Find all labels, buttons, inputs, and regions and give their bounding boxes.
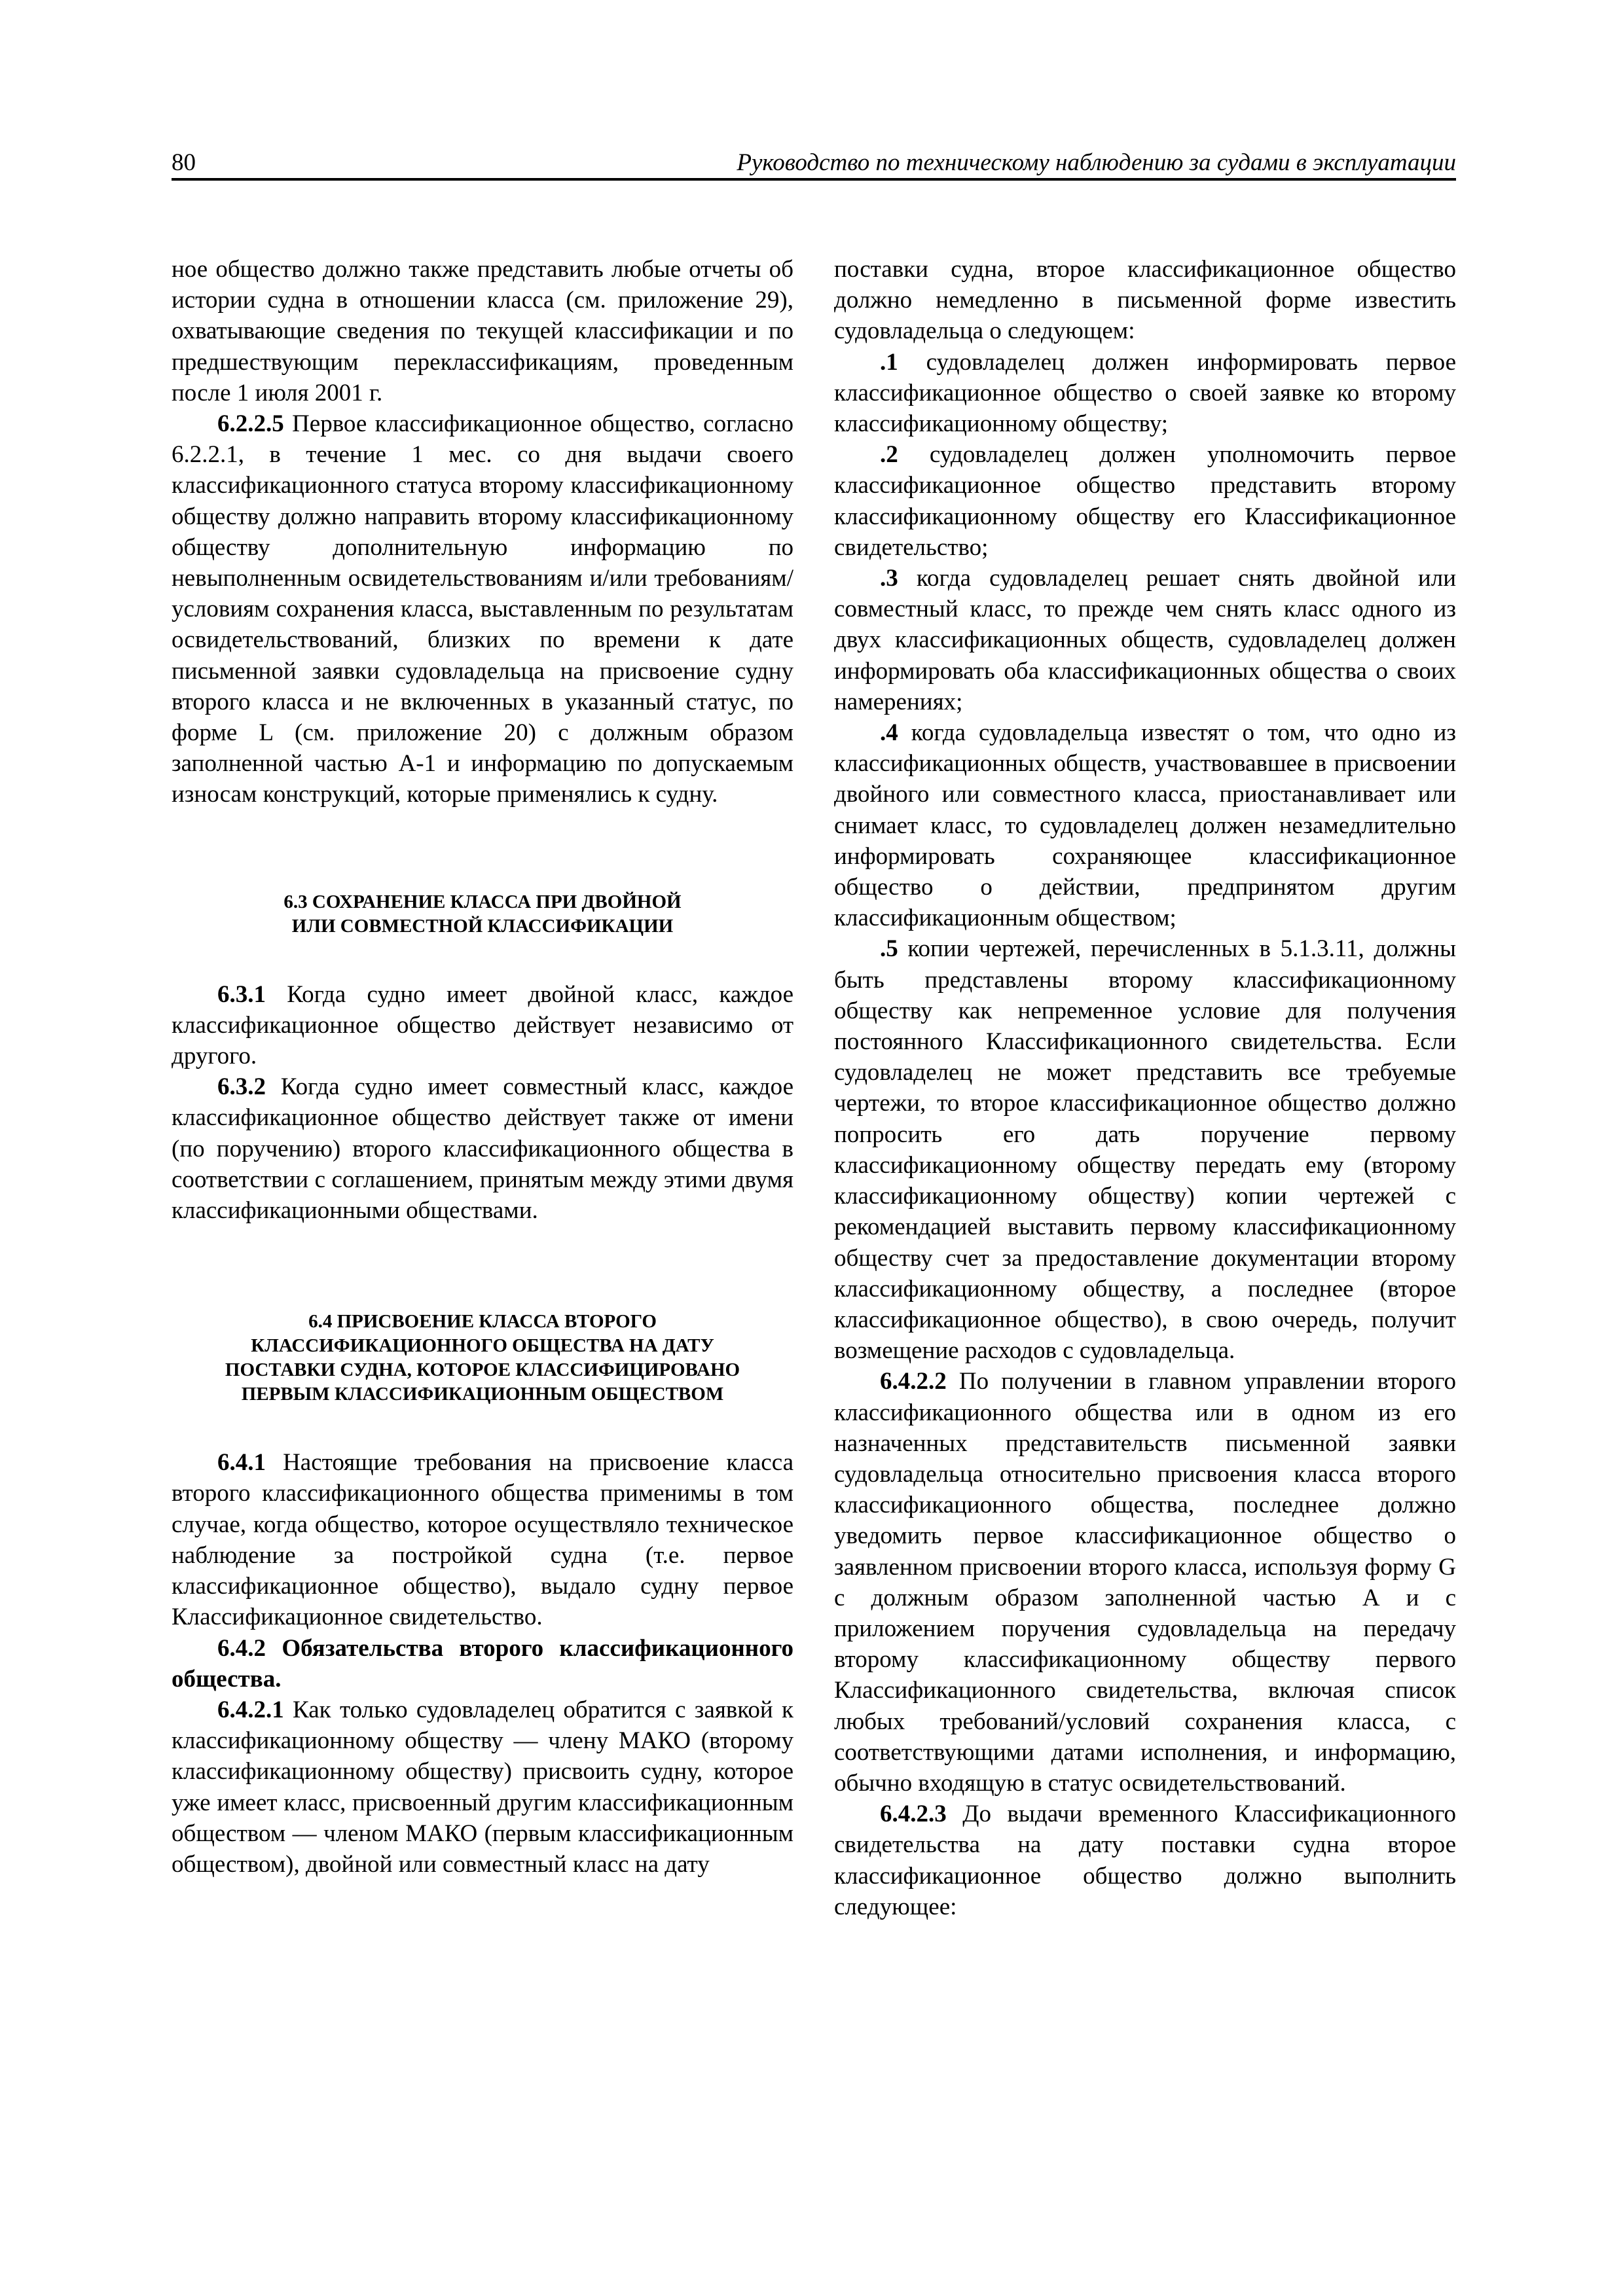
- clause-text: До выдачи временного Классификационного свидетельства на дату поставки судна второе классификационное общество должно выполнить следующее:: [834, 1801, 1456, 1920]
- item-text: судовладелец должен информировать первое классификационное общество о своей заявке ко второму классификационному обществу;: [834, 348, 1456, 438]
- item-text: копии чертежей, перечисленных в 5.1.3.11, должны быть представлены второму классификационному обществу как непременное условие для получения постоянного Классификационного свидетельства. Если судовладелец не может представить все требуемые чертежи, то второе классификационное общество должно попросить его дать поручение первому классификационному обществу передать ему (второму классификационному обществу) копии чертежей с рекомендацией выставить первому классификационному обществу счет за предоставление документации второму классификационному обществу, а последнее (второе классификационное общество), в свою очередь, получит возмещение расходов с судовладельца.: [834, 935, 1456, 1365]
- running-title: Руководство по техническому наблюдению за судами в эксплуатации: [737, 149, 1456, 176]
- heading-line: ПОСТАВКИ СУДНА, КОТОРОЕ КЛАССИФИЦИРОВАНО: [225, 1359, 740, 1381]
- left-column: [172, 254, 793, 1880]
- heading-line: 6.4 ПРИСВОЕНИЕ КЛАССА ВТОРОГО: [308, 1311, 657, 1333]
- right-column: [834, 254, 1456, 1922]
- clause-number: 6.4.2.3: [880, 1801, 947, 1828]
- item-text: когда судовладелец решает снять двойной или совместный класс, то прежде чем снять класс одного из двух классификационных обществ, судовладелец должен информировать оба классификационных общества о своих намерениях;: [834, 565, 1456, 715]
- clause-text: Когда судно имеет двойной класс, каждое классификационное общество действует независимо от другого.: [172, 980, 793, 1070]
- clause-number: 6.2.2.5: [217, 410, 284, 438]
- paragraph-6-4-2-3: [834, 1799, 1456, 1922]
- heading-line: 6.3 СОХРАНЕНИЕ КЛАССА ПРИ ДВОЙНОЙ: [283, 891, 682, 912]
- page-number: 80: [172, 149, 196, 176]
- list-item-1: [834, 347, 1456, 440]
- clause-number: 6.3.2: [217, 1073, 266, 1101]
- clause-text: Когда судно имеет совместный класс, каждое классификационное общество действует также от имени (по поручению) второго классификационного общества в соответствии с соглашением, принятым между этими двумя классификационными обществами.: [172, 1073, 793, 1225]
- item-number: .4: [880, 719, 898, 747]
- item-text: судовладелец должен уполномочить первое классификационное общество представить второму классификационному обществу его Классификационное свидетельство;: [834, 441, 1456, 561]
- clause-text: Как только судовладелец обратится с заявкой к классификационному обществу — члену МАКО (второму классификационному обществу) присвоить судну, которое уже имеет класс, присвоенный другим классификационным обществом — членом МАКО (первым классификационным обществом), двойной или совместный класс на дату: [172, 1696, 793, 1878]
- heading-line: ПЕРВЫМ КЛАССИФИКАЦИОННЫМ ОБЩЕСТВОМ: [241, 1384, 724, 1405]
- clause-number: 6.4.1: [217, 1449, 266, 1477]
- header-rule: [172, 178, 1456, 181]
- list-item-5: [834, 933, 1456, 1366]
- item-number: .2: [880, 441, 898, 469]
- clause-number: 6.4.2.1: [217, 1696, 284, 1723]
- list-item-3: [834, 563, 1456, 717]
- paragraph-6-4-2-2: [834, 1366, 1456, 1799]
- clause-number: 6.4.2.2: [880, 1368, 947, 1395]
- item-text: когда судовладельца известят о том, что одно из классификационных обществ, участвовавшее в присвоении двойного или совместного класса, приостанавливает или снимает класс, то судовладелец должен незамедлительно информировать сохраняющее классификационное общество о действии, предпринятом другим классификационным обществом;: [834, 719, 1456, 932]
- subsection-heading-6-4-2: 6.4.2 Обязательства второго классификационного общества.: [172, 1634, 793, 1693]
- paragraph-continued: ное общество должно также представить любые отчеты об истории судна в отношении класса (см. приложение 29), охватывающие сведения по текущей классификации и по предшествующим переклассификациям, проведенным после 1 июля 2001 г.: [172, 256, 793, 406]
- clause-text: Первое классификационное общество, согласно 6.2.2.1, в течение 1 мес. со дня выдачи своего классификационного статуса второму классификационному обществу должно направить второму классификационному обществу дополнительную информацию по невыполненным освидетельствованиям и/или требованиям/условиям сохранения класса, выставленным по результатам освидетельствований, близких по времени к дате письменной заявки судовладельца на присвоение судну второго класса и не включенных в указанный статус, по форме L (см. приложение 20) с должным образом заполненной частью А-1 и информацию по допускаемым износам конструкций, которые применялись к судну.: [172, 410, 793, 808]
- heading-line: ИЛИ СОВМЕСТНОЙ КЛАССИФИКАЦИИ: [291, 915, 674, 937]
- item-number: .3: [880, 565, 898, 592]
- paragraph-6-4-1: [172, 1447, 793, 1632]
- clause-number: 6.3.1: [217, 980, 266, 1008]
- paragraph-6-2-2-5: [172, 408, 793, 810]
- heading-line: КЛАССИФИКАЦИОННОГО ОБЩЕСТВА НА ДАТУ: [251, 1335, 714, 1357]
- section-heading-6-3: [172, 890, 793, 939]
- paragraph-continued: поставки судна, второе классификационное общество должно немедленно в письменной форме известить судовладельца о следующем:: [834, 256, 1456, 345]
- section-heading-6-4: [172, 1310, 793, 1407]
- item-number: .1: [880, 348, 898, 376]
- paragraph-6-3-1: [172, 979, 793, 1072]
- page-header: [172, 148, 1456, 181]
- clause-text: По получении в главном управлении второго классификационного общества или в одном из его назначенных представительств письменной заявки судовладельца относительно присвоения класса второго классификационного общества, последнее должно уведомить первое классификационное общество о заявленном присвоении второго класса, используя форму G с должным образом заполненной частью А и с приложением поручения судовладельца на передачу второму классификационному обществу первого Классификационного свидетельства, включая список любых требований/условий сохранения класса, с соответствующими датами исполнения, и информацию, обычно входящую в статус освидетельствований.: [834, 1368, 1456, 1797]
- list-item-2: [834, 439, 1456, 563]
- paragraph-6-3-2: [172, 1071, 793, 1226]
- clause-text: Настоящие требования на присвоение класса второго классификационного общества применимы в том случае, когда общество, которое осуществляло техническое наблюдение за постройкой судна (т.е. первое классификационное общество), выдало судну первое Классификационное свидетельство.: [172, 1449, 793, 1631]
- paragraph-6-4-2-1: [172, 1695, 793, 1880]
- list-item-4: [834, 717, 1456, 933]
- item-number: .5: [880, 935, 898, 963]
